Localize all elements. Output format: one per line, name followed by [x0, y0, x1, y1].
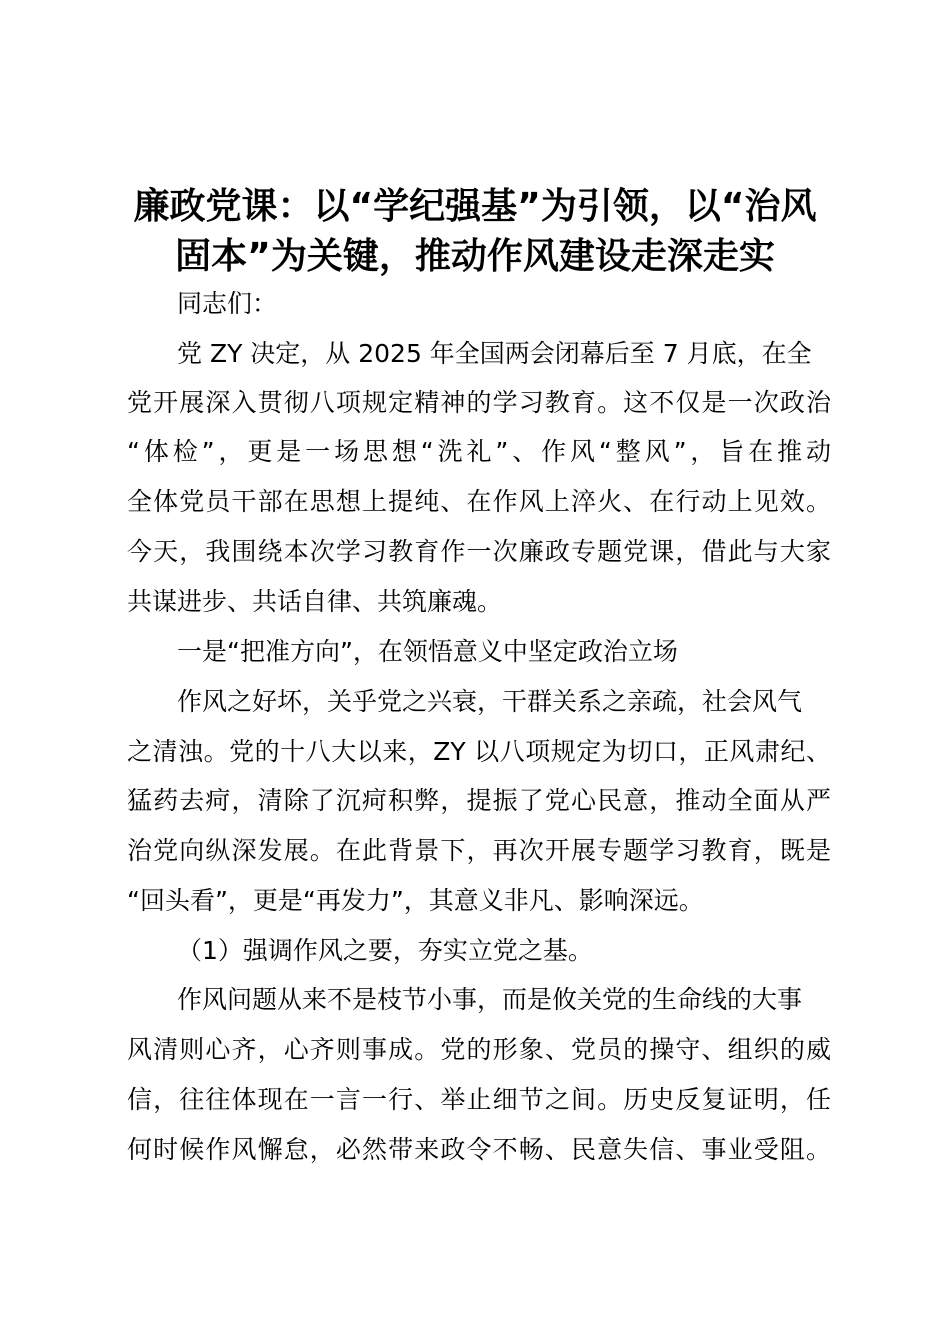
paragraph-line: 信，往往体现在一言一行、举止细节之间。历史反复证明，任 [127, 1085, 831, 1114]
paragraph-line: 共谋进步、共话自律、共筑廉魂。 [127, 587, 503, 616]
subsection-heading: （1）强调作风之要，夯实立党之基。 [177, 936, 593, 965]
paragraph-line: 全体党员干部在思想上提纯、在作风上淬火、在行动上见效。 [127, 487, 831, 516]
paragraph-line: 党 ZY 决定，从 2025 年全国两会闭幕后至 7 月底，在全 [177, 339, 812, 368]
paragraph-line: 之清浊。党的十八大以来，ZY 以八项规定为切口，正风肃纪、 [127, 737, 831, 766]
paragraph-line: 党开展深入贯彻八项规定精神的学习教育。这不仅是一次政治 [127, 388, 831, 417]
paragraph-line: 治党向纵深发展。在此背景下，再次开展专题学习教育，既是 [127, 836, 831, 865]
paragraph-line: “回头看”，更是“再发力”，其意义非凡、影响深远。 [127, 886, 704, 915]
paragraph-line: 何时候作风懈怠，必然带来政令不畅、民意失信、事业受阻。 [127, 1135, 831, 1164]
section-heading: 一是“把准方向”，在领悟意义中坚定政治立场 [177, 637, 678, 666]
paragraph-line: 猛药去疴，清除了沉疴积弊，提振了党心民意，推动全面从严 [127, 786, 831, 815]
paragraph-line: 风清则心齐，心齐则事成。党的形象、党员的操守、组织的威 [127, 1035, 831, 1064]
document-title-line-2: 固本”为关键，推动作风建设走深走实 [175, 236, 775, 277]
paragraph-line: 今天，我围绕本次学习教育作一次廉政专题党课，借此与大家 [127, 537, 831, 566]
salutation: 同志们： [177, 289, 278, 318]
document-title-line-1: 廉政党课：以“学纪强基”为引领，以“治风 [133, 186, 817, 227]
paragraph-line: 作风之好坏，关乎党之兴衰，干群关系之亲疏，社会风气 [177, 687, 803, 716]
paragraph-line: “体检”，更是一场思想“洗礼”、作风“整风”，旨在推动 [127, 437, 831, 466]
paragraph-line: 作风问题从来不是枝节小事，而是攸关党的生命线的大事 [177, 985, 803, 1014]
